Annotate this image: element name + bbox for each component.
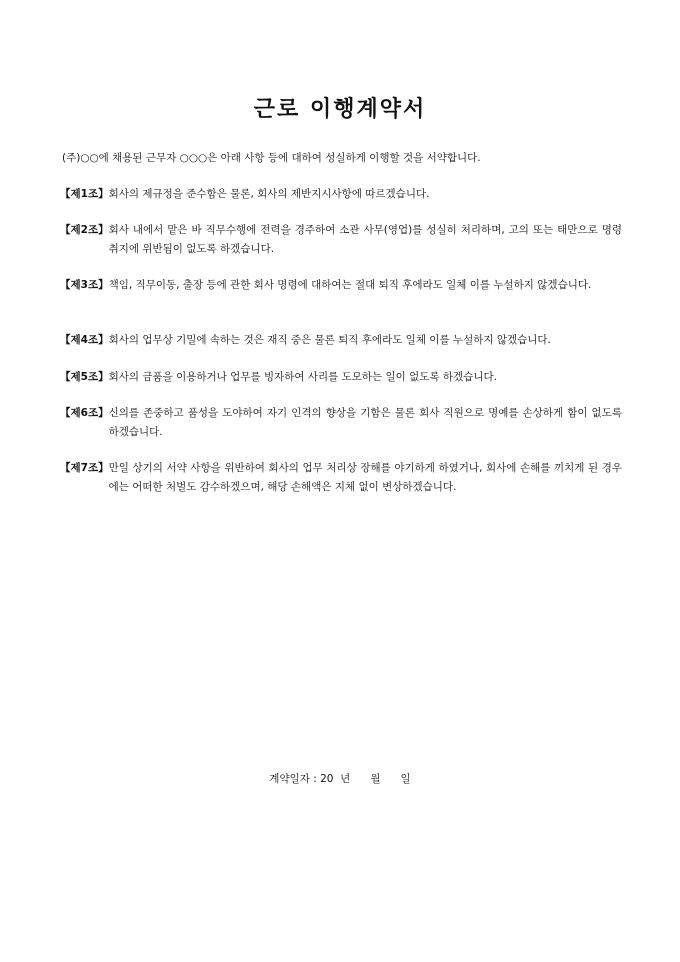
article-2-label: 【제2조】 [60, 224, 109, 236]
article-7-text: 만일 상기의 서약 사항을 위반하여 회사의 업무 처리상 장해를 야기하게 하였거나, 회사에 손해를 끼치게 된 경우에는 어떠한 처벌도 감수하겠으며, 해당 손해액은 지체 없이 변상하겠습니다. [108, 462, 622, 493]
article-3 [60, 276, 622, 295]
article-4-text: 회사의 업무상 기밀에 속하는 것은 재직 중은 물론 퇴직 후에라도 일체 이를 누설하지 않겠습니다. [108, 334, 551, 346]
article-6-label: 【제6조】 [60, 407, 109, 419]
article-4-label: 【제4조】 [60, 334, 109, 346]
article-6-text: 신의를 존중하고 품성을 도야하여 자기 인격의 향상을 기함은 물론 회사 직원으로 명예를 손상하게 함이 없도록 하겠습니다. [108, 407, 622, 438]
article-3-label: 【제3조】 [60, 279, 109, 291]
article-5 [60, 368, 622, 387]
article-1-text: 회사의 제규정을 준수함은 물론, 회사의 제반지시사항에 따르겠습니다. [108, 188, 430, 200]
article-4 [60, 331, 622, 350]
article-3-text: 책임, 직무이동, 출장 등에 관한 회사 명령에 대하여는 절대 퇴직 후에라도 일체 이를 누설하지 않겠습니다. [108, 279, 592, 291]
article-2 [60, 221, 622, 259]
article-5-text: 회사의 금품을 이용하거나 업무를 빙자하여 사리를 도모하는 일이 없도록 하겠습니다. [108, 371, 497, 383]
article-7-label: 【제7조】 [60, 462, 109, 474]
contract-date-line [0, 772, 680, 786]
document-title: 근로 이행계약서 [253, 97, 427, 122]
contract-date-year-unit: 년 [340, 773, 351, 785]
article-1 [60, 185, 622, 204]
contract-date-month-unit: 월 [370, 773, 381, 785]
article-1-label: 【제1조】 [60, 188, 109, 200]
article-5-label: 【제5조】 [60, 371, 109, 383]
article-2-text: 회사 내에서 맡은 바 직무수행에 전력을 경주하여 소관 사무(영업)를 성실히 처리하며, 고의 또는 태만으로 명령취지에 위반됨이 없도록 하겠습니다. [108, 224, 622, 255]
article-6 [60, 404, 622, 442]
article-7 [60, 459, 622, 497]
contract-date-year-prefix: 20 [320, 773, 334, 785]
intro-paragraph: (주)○○에 채용된 근무자 ○○○은 아래 사항 등에 대하여 성실하게 이행할 것을 서약합니다. [62, 152, 481, 164]
contract-date-label: 계약일자 : [269, 773, 317, 785]
contract-date-day-unit: 일 [400, 773, 411, 785]
